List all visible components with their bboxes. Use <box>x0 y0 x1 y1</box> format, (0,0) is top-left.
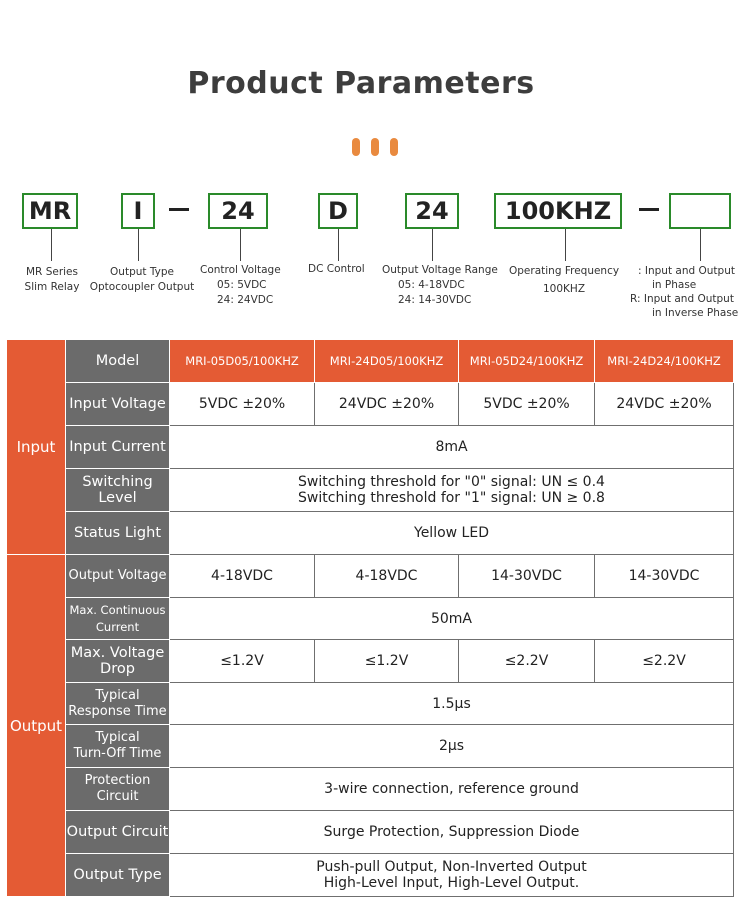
param-turnoff-time: Typical Turn-Off Time <box>66 725 170 768</box>
code-dash <box>639 208 659 211</box>
table-cell: 3-wire connection, reference ground <box>170 768 734 811</box>
model-header: MRI-05D24/100KHZ <box>459 340 595 383</box>
model-header: MRI-05D05/100KHZ <box>170 340 315 383</box>
decorative-dots <box>352 138 398 156</box>
param-model: Model <box>66 340 170 383</box>
spec-table <box>6 339 734 897</box>
table-cell: 14-30VDC <box>459 555 595 598</box>
param-protection: Protection Circuit <box>66 768 170 811</box>
group-label-input: Input <box>7 340 66 555</box>
code-box-phase <box>669 193 731 229</box>
table-cell: 5VDC ±20% <box>170 383 315 426</box>
connector-line <box>51 229 52 261</box>
connector-line <box>240 229 241 261</box>
param-status-light: Status Light <box>66 512 170 555</box>
code-box-output-range: 24 <box>405 193 459 229</box>
param-input-voltage: Input Voltage <box>66 383 170 426</box>
table-row <box>7 683 734 725</box>
param-output-voltage: Output Voltage <box>66 555 170 598</box>
table-cell: Surge Protection, Suppression Diode <box>170 811 734 854</box>
table-row <box>7 555 734 598</box>
table-row <box>7 854 734 897</box>
table-row <box>7 383 734 426</box>
table-cell: 8mA <box>170 426 734 469</box>
param-voltage-drop: Max. Voltage Drop <box>66 640 170 683</box>
model-header: MRI-24D24/100KHZ <box>595 340 734 383</box>
param-response-time: Typical Response Time <box>66 683 170 725</box>
code-dash <box>169 208 189 211</box>
connector-line <box>565 229 566 261</box>
table-cell: ≤2.2V <box>595 640 734 683</box>
table-cell: 2μs <box>170 725 734 768</box>
table-row <box>7 340 734 383</box>
code-box-output-type: I <box>121 193 155 229</box>
table-row <box>7 768 734 811</box>
code-box-dc-control: D <box>318 193 358 229</box>
table-cell: Push-pull Output, Non-Inverted Output High-Level Input, High-Level Output. <box>170 854 734 897</box>
table-cell: 4-18VDC <box>170 555 315 598</box>
table-row <box>7 469 734 512</box>
table-cell: ≤1.2V <box>170 640 315 683</box>
code-box-series: MR <box>22 193 78 229</box>
model-header: MRI-24D05/100KHZ <box>315 340 459 383</box>
table-row <box>7 725 734 768</box>
table-cell: 5VDC ±20% <box>459 383 595 426</box>
connector-line <box>432 229 433 261</box>
table-row <box>7 640 734 683</box>
param-output-type: Output Type <box>66 854 170 897</box>
param-switching-level: Switching Level <box>66 469 170 512</box>
table-cell: ≤2.2V <box>459 640 595 683</box>
param-input-current: Input Current <box>66 426 170 469</box>
table-cell: 1.5μs <box>170 683 734 725</box>
code-label-phase: : Input and Output in Phase R: Input and Output in Inverse Phase <box>630 265 739 319</box>
code-box-control-voltage: 24 <box>208 193 268 229</box>
code-label-frequency: Operating Frequency 100KHZ <box>509 265 620 295</box>
table-row <box>7 512 734 555</box>
table-row <box>7 811 734 854</box>
param-output-circuit: Output Circuit <box>66 811 170 854</box>
table-cell: 14-30VDC <box>595 555 734 598</box>
code-label-output-range: Output Voltage Range 05: 4-18VDC 24: 14-30VDC <box>382 264 498 306</box>
table-cell: Switching threshold for "0" signal: UN ≤ 0.4 Switching threshold for "1" signal: UN ≥ 0.8 <box>170 469 734 512</box>
code-label-output-type: Output Type Optocoupler Output <box>89 266 195 293</box>
connector-line <box>138 229 139 261</box>
table-cell: Yellow LED <box>170 512 734 555</box>
table-cell: 24VDC ±20% <box>595 383 734 426</box>
table-row <box>7 598 734 640</box>
table-cell: 24VDC ±20% <box>315 383 459 426</box>
code-label-series: MR Series Slim Relay <box>24 266 80 293</box>
code-label-dc-control: DC Control <box>308 263 365 275</box>
connector-line <box>700 229 701 261</box>
table-cell: 50mA <box>170 598 734 640</box>
group-label-output: Output <box>7 555 66 897</box>
page-title: Product Parameters <box>187 66 535 101</box>
table-cell: 4-18VDC <box>315 555 459 598</box>
param-max-current: Max. Continuous Current <box>66 598 170 640</box>
table-row <box>7 426 734 469</box>
connector-line <box>338 229 339 261</box>
code-label-control-voltage: Control Voltage 05: 5VDC 24: 24VDC <box>200 264 281 306</box>
code-box-frequency: 100KHZ <box>494 193 622 229</box>
table-cell: ≤1.2V <box>315 640 459 683</box>
